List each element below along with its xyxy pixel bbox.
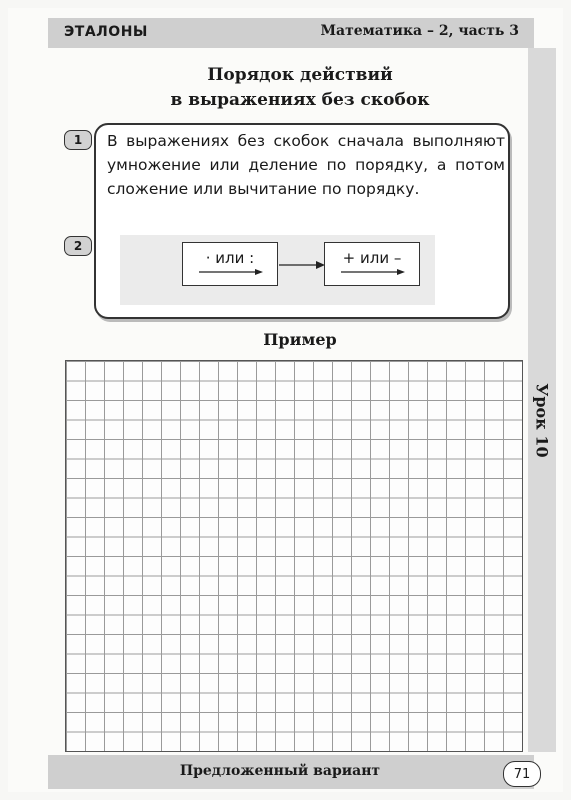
left-to-right-arrow-icon: [341, 268, 405, 276]
example-heading: Пример: [263, 330, 337, 349]
footer-caption: Предложенный вариант: [179, 763, 381, 779]
page-number-badge: 71: [503, 761, 541, 787]
header-section-label: ЭТАЛОНЫ: [64, 24, 148, 40]
header-book-title: Математика – 2, часть 3: [320, 23, 519, 39]
first-operation-box: [182, 242, 278, 286]
marker-2: 2: [64, 236, 92, 256]
second-operation-box: [324, 242, 420, 286]
writing-grid[interactable]: [65, 360, 523, 752]
marker-1: 1: [64, 130, 92, 150]
second-operation-label: + или –: [342, 249, 402, 267]
first-operation-label: · или :: [205, 249, 255, 267]
left-to-right-arrow-icon: [199, 268, 263, 276]
page-title-line-1: Порядок действий: [207, 65, 393, 85]
rule-text: В выражениях без скобок сначала выполняют умножение или деление по порядку, а потом сложение или вычитание по порядку.: [107, 132, 505, 198]
page-title: [150, 63, 450, 113]
lesson-label: [528, 360, 556, 480]
page-title-line-2: в выражениях без скобок: [170, 90, 430, 110]
lesson-label-text: Урок 10: [532, 382, 552, 458]
next-step-arrow-icon: [279, 259, 325, 271]
